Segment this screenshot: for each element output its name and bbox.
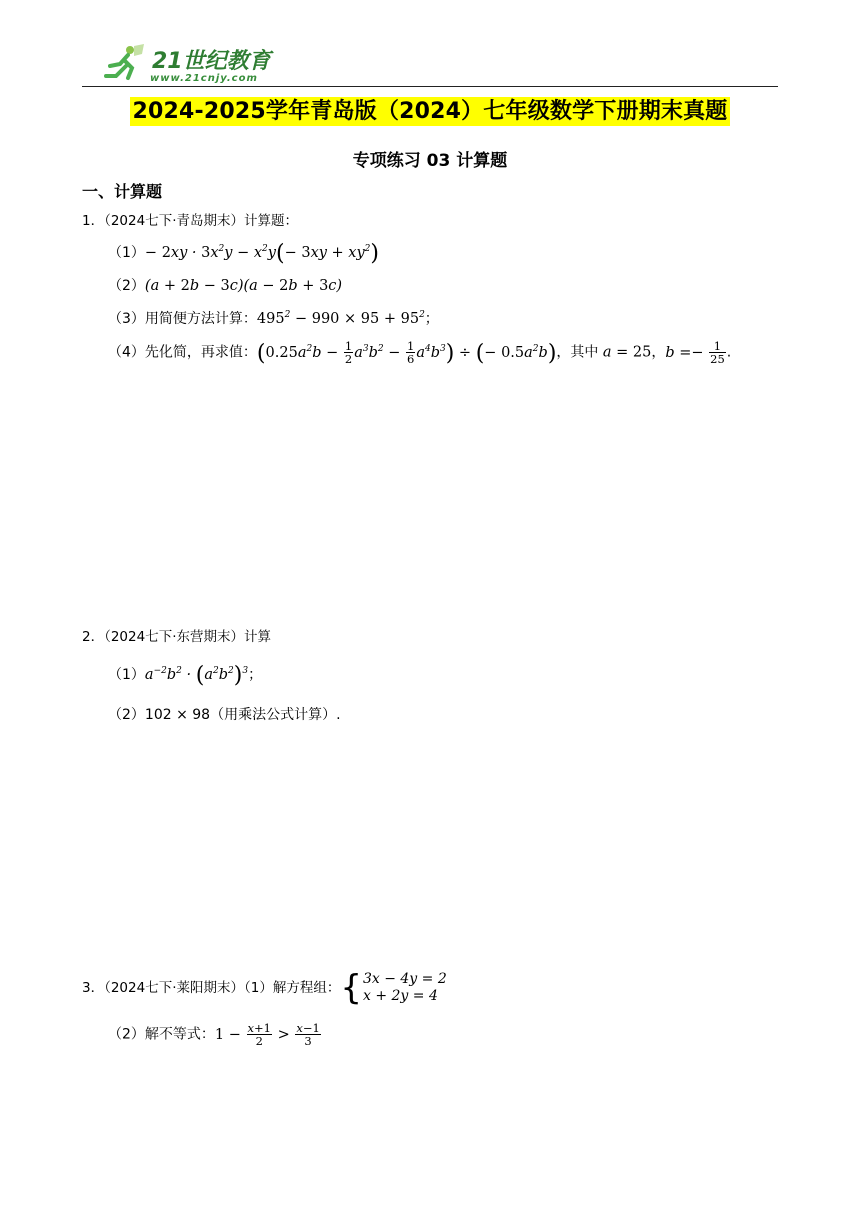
q3-part-2: （2）解不等式：1 − $\frac{x+1}{2}$ > $\frac{x-1}{3}$ [108,1021,320,1048]
logo-21cnjy [100,42,280,84]
q3-equation-1: 3x − 4y = 2 [362,971,447,987]
header-divider [82,86,778,87]
svg-text:21世纪教育: 21世纪教育 [152,49,271,74]
q3-equation-2: x + 2y = 4 [362,988,438,1004]
q1-part-1: $(1)- 2xy \cdot 3x^2y - x^2y(- 3xy + xy^2)$ [108,241,379,266]
q2-part-2: （2）102 × 98（用乘法公式计算）. [108,707,341,723]
q1-part-3: （3）用简便方法计算：$495^2 - 990 \times 95 + 95^2$； [108,310,439,327]
section-heading: 一、计算题 [82,182,163,201]
question-2-label: 2．（2024七下·东营期末）计算 [82,629,271,645]
question-1-label: 1．（2024七下·青岛期末）计算题： [82,213,298,229]
q2-part-1: $(1)a^{-2}b^2 \cdot (a^2b^2)^3$； [108,663,263,688]
question-3-label: 3．（2024七下·莱阳期末）（1）解方程组：{ 3x − 4y = 2 x + 2y = 4 [82,968,447,1008]
svg-text:www.21cnjy.com: www.21cnjy.com [150,73,258,84]
page-subtitle: 专项练习 03 计算题 [352,151,508,171]
runner-icon [106,44,144,78]
page-title: 2024-2025学年青岛版（2024）七年级数学下册期末真题 [132,99,728,124]
q1-part-4: （4）先化简，再求值：($0.25a^2b$ − $\frac{1}{2}$ $a^3b^2$ − $\frac{1}{6}$ $a^4b^3$) ÷ (− $0.5a^2b$)，其中 a = 25，b =− $\frac{1}{25}$ . [108,339,732,366]
q1-part-2: （2）(a + 2b − 3c)(a − 2b + 3c) [108,278,343,294]
